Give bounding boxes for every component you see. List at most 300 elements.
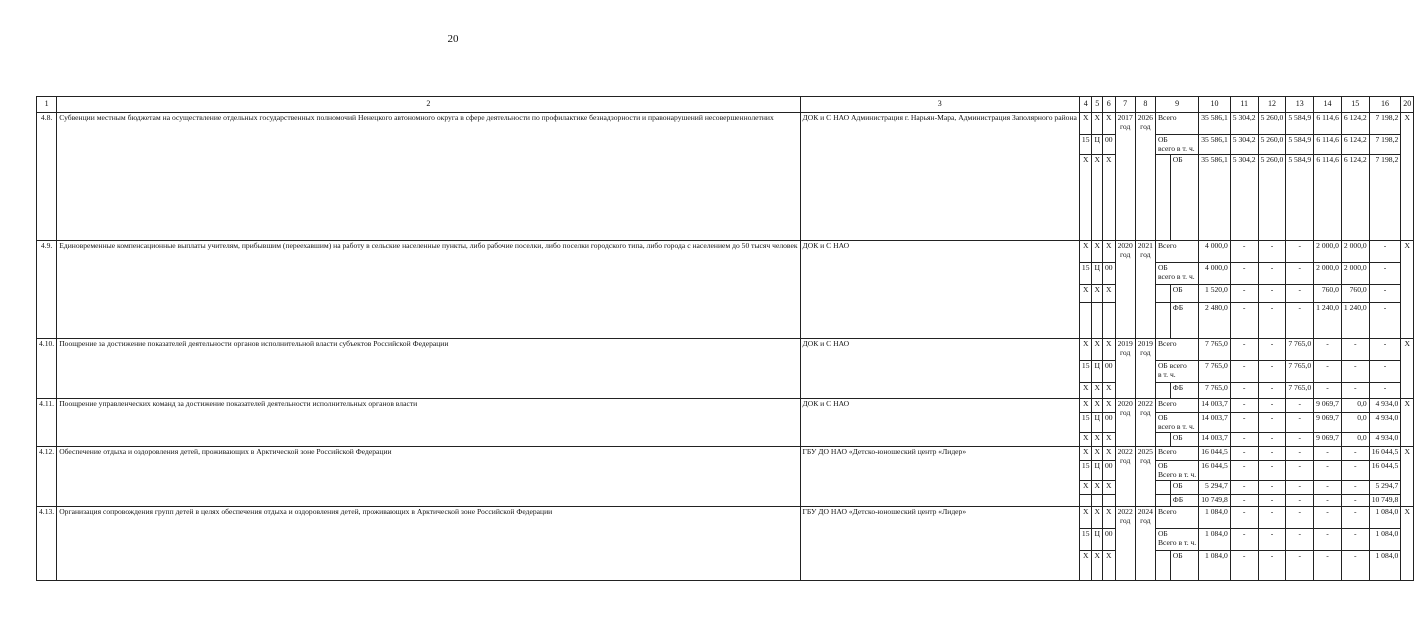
- amount-cell: 6 124,2: [1341, 135, 1369, 155]
- code-cell: X: [1092, 399, 1102, 413]
- code-cell: X: [1092, 241, 1102, 263]
- start-year: [1115, 241, 1135, 339]
- item-name: Поощрение за достижение показателей деятельности органов исполнительной власти субъектов Российской Федерации: [57, 339, 800, 399]
- amount-cell: -: [1286, 529, 1314, 551]
- funding-source-label: ОБ: [1157, 461, 1168, 470]
- amount-cell: -: [1286, 507, 1314, 529]
- code-cell: X: [1092, 113, 1102, 135]
- amount-cell: -: [1258, 495, 1286, 507]
- amount-cell: 14 003,7: [1199, 433, 1231, 447]
- funding-source: [1155, 461, 1198, 481]
- funding-source-label: ОБ: [1157, 529, 1168, 538]
- funding-source-note: в т. ч.: [1157, 369, 1176, 379]
- code-cell: [1079, 495, 1092, 507]
- amount-cell: 5 294,7: [1199, 481, 1231, 495]
- amount-cell: 5 260,0: [1258, 135, 1286, 155]
- code-cell: [1102, 495, 1115, 507]
- item-number: 4.8.: [37, 113, 57, 241]
- start-year-value: 2022: [1117, 447, 1133, 456]
- amount-cell: 0,0: [1341, 433, 1369, 447]
- amount-cell: -: [1258, 447, 1286, 461]
- amount-cell: -: [1341, 481, 1369, 495]
- item-number: 4.10.: [37, 339, 57, 399]
- result-mark: X: [1401, 399, 1414, 447]
- amount-cell: 0,0: [1341, 413, 1369, 433]
- amount-cell: -: [1369, 241, 1401, 263]
- end-year: [1135, 241, 1155, 339]
- code-cell: X: [1092, 433, 1102, 447]
- amount-cell: 5 304,2: [1230, 155, 1258, 241]
- code-cell: 15: [1079, 413, 1092, 433]
- amount-cell: 10 749,8: [1369, 495, 1401, 507]
- result-mark: X: [1401, 507, 1414, 581]
- funding-source-empty: [1155, 155, 1170, 241]
- amount-cell: -: [1286, 303, 1314, 339]
- amount-cell: -: [1258, 383, 1286, 399]
- amount-cell: -: [1230, 263, 1258, 285]
- amount-cell: -: [1286, 399, 1314, 413]
- funding-source-sub: ОБ: [1170, 155, 1198, 241]
- amount-cell: -: [1286, 433, 1314, 447]
- start-year-unit: год: [1119, 407, 1131, 417]
- amount-cell: -: [1230, 399, 1258, 413]
- amount-cell: -: [1258, 413, 1286, 433]
- amount-cell: 7 765,0: [1199, 383, 1231, 399]
- code-cell: X: [1079, 481, 1092, 495]
- end-year: [1135, 507, 1155, 581]
- amount-cell: -: [1314, 551, 1342, 581]
- page-number: 20: [447, 33, 459, 45]
- item-name: Единовременные компенсационные выплаты учителям, прибывшим (переехавшим) на работу в сельские населенные пункты, либо рабочие поселки, либо поселки городского типа, либо города с населением до 50 тысяч человек: [57, 241, 800, 339]
- code-cell: Ц: [1092, 461, 1102, 481]
- amount-cell: -: [1230, 495, 1258, 507]
- start-year-unit: год: [1119, 455, 1131, 465]
- amount-cell: -: [1230, 433, 1258, 447]
- start-year-value: 2020: [1117, 241, 1133, 250]
- amount-cell: -: [1286, 447, 1314, 461]
- amount-cell: 2 480,0: [1199, 303, 1231, 339]
- amount-cell: 10 749,8: [1199, 495, 1231, 507]
- funding-source-sub: ОБ: [1170, 551, 1198, 581]
- amount-cell: -: [1314, 447, 1342, 461]
- amount-cell: -: [1341, 339, 1369, 361]
- end-year-unit: год: [1140, 455, 1151, 465]
- code-cell: 00: [1102, 413, 1115, 433]
- amount-cell: -: [1230, 339, 1258, 361]
- executor: ДОК и С НАО Администрация г. Нарьян-Мара, Администрация Заполярного района: [800, 113, 1079, 241]
- column-number: 12: [1258, 97, 1286, 113]
- funding-source: [1155, 135, 1198, 155]
- amount-cell: -: [1341, 383, 1369, 399]
- funding-source-empty: [1155, 433, 1170, 447]
- funding-source: [1155, 413, 1198, 433]
- amount-cell: -: [1258, 507, 1286, 529]
- funding-source-note: всего в т. ч.: [1157, 421, 1195, 431]
- amount-cell: 16 044,5: [1369, 447, 1401, 461]
- amount-cell: 1 084,0: [1369, 507, 1401, 529]
- code-cell: X: [1092, 507, 1102, 529]
- executor: ГБУ ДО НАО «Детско-юношеский центр «Лидер»: [800, 507, 1079, 581]
- funding-source: [1155, 361, 1198, 383]
- result-mark: X: [1401, 339, 1414, 399]
- start-year: [1115, 113, 1135, 241]
- funding-source: Всего: [1155, 399, 1198, 413]
- amount-cell: 14 003,7: [1199, 413, 1231, 433]
- code-cell: X: [1092, 481, 1102, 495]
- funding-source-sub: ОБ: [1170, 481, 1198, 495]
- funding-source: Всего: [1155, 339, 1198, 361]
- code-cell: 15: [1079, 135, 1092, 155]
- code-cell: 15: [1079, 529, 1092, 551]
- amount-cell: -: [1369, 263, 1401, 285]
- amount-cell: 5 260,0: [1258, 113, 1286, 135]
- amount-cell: 4 000,0: [1199, 263, 1231, 285]
- amount-cell: -: [1258, 461, 1286, 481]
- executor: ДОК и С НАО: [800, 399, 1079, 447]
- result-mark: X: [1401, 241, 1414, 339]
- end-year-unit: год: [1140, 515, 1151, 525]
- amount-cell: -: [1286, 413, 1314, 433]
- amount-cell: -: [1258, 285, 1286, 303]
- funding-source-note: всего в т. ч.: [1157, 271, 1195, 281]
- amount-cell: -: [1230, 285, 1258, 303]
- amount-cell: -: [1258, 263, 1286, 285]
- code-cell: X: [1079, 285, 1092, 303]
- funding-source: Всего: [1155, 113, 1198, 135]
- code-cell: 15: [1079, 263, 1092, 285]
- code-cell: X: [1079, 433, 1092, 447]
- item-name: Поощрение управленческих команд за достижение показателей деятельности исполнительных органов власти: [57, 399, 800, 447]
- amount-cell: -: [1230, 361, 1258, 383]
- amount-cell: 4 000,0: [1199, 241, 1231, 263]
- amount-cell: 1 084,0: [1369, 529, 1401, 551]
- amount-cell: 5 294,7: [1369, 481, 1401, 495]
- end-year-unit: год: [1140, 407, 1151, 417]
- code-cell: 15: [1079, 461, 1092, 481]
- item-name: Субвенции местным бюджетам на осуществление отдельных государственных полномочий Ненецкого автономного округа в сфере деятельности по профилактике безнадзорности и правонарушений несовершеннолетних: [57, 113, 800, 241]
- column-number: 1: [37, 97, 57, 113]
- amount-cell: -: [1230, 461, 1258, 481]
- funding-source-empty: [1155, 551, 1170, 581]
- amount-cell: 16 044,5: [1199, 447, 1231, 461]
- code-cell: X: [1092, 285, 1102, 303]
- end-year-value: 2019: [1137, 339, 1153, 348]
- amount-cell: 9 069,7: [1314, 433, 1342, 447]
- amount-cell: 7 198,2: [1369, 135, 1401, 155]
- end-year-value: 2026: [1137, 113, 1153, 122]
- start-year: [1115, 339, 1135, 399]
- end-year-value: 2022: [1137, 399, 1153, 408]
- column-number: 9: [1155, 97, 1198, 113]
- amount-cell: 1 084,0: [1199, 507, 1231, 529]
- amount-cell: -: [1286, 263, 1314, 285]
- funding-source-sub: ОБ: [1170, 285, 1198, 303]
- funding-source-empty: [1155, 481, 1170, 495]
- column-number: 13: [1286, 97, 1314, 113]
- amount-cell: 35 586,1: [1199, 135, 1231, 155]
- item-name: Обеспечение отдыха и оздоровления детей, проживающих в Арктической зоне Российской Федерации: [57, 447, 800, 507]
- start-year-unit: год: [1119, 347, 1131, 357]
- code-cell: X: [1102, 339, 1115, 361]
- funding-source-note: Всего в т. ч.: [1157, 469, 1197, 479]
- amount-cell: 7 765,0: [1286, 383, 1314, 399]
- column-number: 11: [1230, 97, 1258, 113]
- funding-source: Всего: [1155, 447, 1198, 461]
- column-number: 10: [1199, 97, 1231, 113]
- code-cell: Ц: [1092, 529, 1102, 551]
- amount-cell: -: [1369, 339, 1401, 361]
- amount-cell: 5 304,2: [1230, 135, 1258, 155]
- item-number: 4.12.: [37, 447, 57, 507]
- amount-cell: 5 584,9: [1286, 155, 1314, 241]
- end-year-value: 2021: [1137, 241, 1153, 250]
- column-number: 20: [1401, 97, 1414, 113]
- code-cell: X: [1079, 339, 1092, 361]
- table-row: [37, 399, 1414, 413]
- code-cell: [1079, 303, 1092, 339]
- code-cell: X: [1092, 339, 1102, 361]
- amount-cell: -: [1341, 461, 1369, 481]
- code-cell: X: [1092, 551, 1102, 581]
- amount-cell: -: [1258, 241, 1286, 263]
- amount-cell: -: [1258, 361, 1286, 383]
- code-cell: X: [1102, 551, 1115, 581]
- amount-cell: -: [1286, 551, 1314, 581]
- code-cell: X: [1102, 399, 1115, 413]
- amount-cell: 35 586,1: [1199, 113, 1231, 135]
- amount-cell: -: [1369, 285, 1401, 303]
- funding-source: Всего: [1155, 507, 1198, 529]
- code-cell: Ц: [1092, 135, 1102, 155]
- amount-cell: 7 765,0: [1199, 361, 1231, 383]
- end-year: [1135, 399, 1155, 447]
- amount-cell: -: [1258, 551, 1286, 581]
- amount-cell: 1 520,0: [1199, 285, 1231, 303]
- amount-cell: -: [1314, 507, 1342, 529]
- funding-source-label: ОБ: [1157, 263, 1168, 272]
- code-cell: X: [1092, 155, 1102, 241]
- amount-cell: 4 934,0: [1369, 413, 1401, 433]
- code-cell: X: [1102, 481, 1115, 495]
- amount-cell: -: [1230, 551, 1258, 581]
- code-cell: X: [1079, 155, 1092, 241]
- amount-cell: 2 000,0: [1314, 241, 1342, 263]
- amount-cell: -: [1258, 433, 1286, 447]
- column-number: 8: [1135, 97, 1155, 113]
- item-number: 4.11.: [37, 399, 57, 447]
- item-number: 4.13.: [37, 507, 57, 581]
- code-cell: X: [1092, 383, 1102, 399]
- amount-cell: 6 114,6: [1314, 135, 1342, 155]
- end-year-value: 2025: [1137, 447, 1153, 456]
- code-cell: 00: [1102, 263, 1115, 285]
- amount-cell: -: [1230, 447, 1258, 461]
- amount-cell: 9 069,7: [1314, 413, 1342, 433]
- amount-cell: -: [1230, 383, 1258, 399]
- table-row: [37, 113, 1414, 135]
- end-year-unit: год: [1140, 347, 1151, 357]
- code-cell: X: [1079, 399, 1092, 413]
- code-cell: 00: [1102, 135, 1115, 155]
- amount-cell: 7 198,2: [1369, 155, 1401, 241]
- funding-source-empty: [1155, 285, 1170, 303]
- code-cell: X: [1102, 241, 1115, 263]
- end-year: [1135, 339, 1155, 399]
- amount-cell: 7 198,2: [1369, 113, 1401, 135]
- item-number: 4.9.: [37, 241, 57, 339]
- executor: ДОК и С НАО: [800, 241, 1079, 339]
- code-cell: 00: [1102, 361, 1115, 383]
- funding-source: [1155, 263, 1198, 285]
- amount-cell: 6 114,6: [1314, 113, 1342, 135]
- amount-cell: 1 084,0: [1199, 551, 1231, 581]
- column-number: 4: [1079, 97, 1092, 113]
- code-cell: X: [1102, 155, 1115, 241]
- executor: ГБУ ДО НАО «Детско-юношеский центр «Лидер»: [800, 447, 1079, 507]
- amount-cell: 6 124,2: [1341, 113, 1369, 135]
- code-cell: X: [1102, 447, 1115, 461]
- amount-cell: -: [1258, 339, 1286, 361]
- item-name: Организация сопровождения групп детей в целях обеспечения отдыха и оздоровления детей, проживающих в Арктической зоне Российской Федерации: [57, 507, 800, 581]
- funding-source-label: ОБ: [1157, 135, 1168, 144]
- amount-cell: -: [1258, 529, 1286, 551]
- code-cell: X: [1079, 551, 1092, 581]
- code-cell: Ц: [1092, 263, 1102, 285]
- result-mark: X: [1401, 113, 1414, 241]
- amount-cell: -: [1286, 285, 1314, 303]
- amount-cell: 5 584,9: [1286, 113, 1314, 135]
- code-cell: X: [1102, 433, 1115, 447]
- funding-source-label: ОБ: [1157, 413, 1168, 422]
- amount-cell: 7 765,0: [1286, 339, 1314, 361]
- amount-cell: -: [1341, 507, 1369, 529]
- start-year-value: 2022: [1117, 507, 1133, 516]
- column-number: 5: [1092, 97, 1102, 113]
- amount-cell: -: [1258, 399, 1286, 413]
- amount-cell: -: [1314, 339, 1342, 361]
- amount-cell: 760,0: [1341, 285, 1369, 303]
- amount-cell: -: [1341, 529, 1369, 551]
- amount-cell: 4 934,0: [1369, 433, 1401, 447]
- start-year-unit: год: [1119, 121, 1131, 131]
- column-number: 6: [1102, 97, 1115, 113]
- amount-cell: -: [1258, 303, 1286, 339]
- column-number: 15: [1341, 97, 1369, 113]
- start-year: [1115, 507, 1135, 581]
- amount-cell: 1 084,0: [1369, 551, 1401, 581]
- funding-source-empty: [1155, 383, 1170, 399]
- start-year: [1115, 399, 1135, 447]
- start-year-unit: год: [1119, 515, 1131, 525]
- column-number: 7: [1115, 97, 1135, 113]
- start-year: [1115, 447, 1135, 507]
- amount-cell: -: [1286, 461, 1314, 481]
- amount-cell: -: [1314, 495, 1342, 507]
- amount-cell: 16 044,5: [1369, 461, 1401, 481]
- start-year-value: 2019: [1117, 339, 1133, 348]
- start-year-value: 2020: [1117, 399, 1133, 408]
- amount-cell: 1 240,0: [1341, 303, 1369, 339]
- amount-cell: 2 000,0: [1314, 263, 1342, 285]
- amount-cell: 6 114,6: [1314, 155, 1342, 241]
- end-year-unit: год: [1140, 121, 1151, 131]
- amount-cell: -: [1314, 461, 1342, 481]
- amount-cell: -: [1230, 413, 1258, 433]
- start-year-unit: год: [1119, 249, 1131, 259]
- amount-cell: 16 044,5: [1199, 461, 1231, 481]
- start-year-value: 2017: [1117, 113, 1133, 122]
- amount-cell: 7 765,0: [1199, 339, 1231, 361]
- amount-cell: -: [1369, 383, 1401, 399]
- amount-cell: -: [1230, 507, 1258, 529]
- amount-cell: 35 586,1: [1199, 155, 1231, 241]
- amount-cell: -: [1230, 303, 1258, 339]
- table-row: [37, 339, 1414, 361]
- code-cell: X: [1102, 383, 1115, 399]
- column-number: 2: [57, 97, 800, 113]
- result-mark: X: [1401, 447, 1414, 507]
- code-cell: Ц: [1092, 413, 1102, 433]
- amount-cell: -: [1314, 529, 1342, 551]
- amount-cell: -: [1341, 495, 1369, 507]
- code-cell: Ц: [1092, 361, 1102, 383]
- amount-cell: 6 124,2: [1341, 155, 1369, 241]
- amount-cell: -: [1230, 529, 1258, 551]
- end-year: [1135, 113, 1155, 241]
- amount-cell: -: [1286, 495, 1314, 507]
- code-cell: [1092, 495, 1102, 507]
- amount-cell: -: [1341, 361, 1369, 383]
- amount-cell: 5 584,9: [1286, 135, 1314, 155]
- table-row: [37, 507, 1414, 529]
- funding-source-sub: ФБ: [1170, 303, 1198, 339]
- end-year-unit: год: [1140, 249, 1151, 259]
- funding-source-label: ОБ всего: [1157, 361, 1187, 370]
- table-row: [37, 241, 1414, 263]
- amount-cell: 1 084,0: [1199, 529, 1231, 551]
- amount-cell: -: [1230, 241, 1258, 263]
- amount-cell: 5 260,0: [1258, 155, 1286, 241]
- code-cell: [1092, 303, 1102, 339]
- funding-source-empty: [1155, 303, 1170, 339]
- amount-cell: 9 069,7: [1314, 399, 1342, 413]
- funding-source-note: Всего в т. ч.: [1157, 537, 1197, 547]
- program-table: [36, 96, 1414, 581]
- code-cell: X: [1079, 447, 1092, 461]
- funding-source: [1155, 529, 1198, 551]
- amount-cell: 0,0: [1341, 399, 1369, 413]
- amount-cell: -: [1314, 481, 1342, 495]
- code-cell: 15: [1079, 361, 1092, 383]
- amount-cell: -: [1314, 361, 1342, 383]
- code-cell: X: [1102, 285, 1115, 303]
- amount-cell: -: [1314, 383, 1342, 399]
- column-number: 16: [1369, 97, 1401, 113]
- code-cell: X: [1079, 241, 1092, 263]
- table-row: [37, 447, 1414, 461]
- funding-source-sub: ФБ: [1170, 383, 1198, 399]
- amount-cell: -: [1286, 481, 1314, 495]
- column-number: 3: [800, 97, 1079, 113]
- amount-cell: 14 003,7: [1199, 399, 1231, 413]
- amount-cell: 2 000,0: [1341, 263, 1369, 285]
- funding-source-note: всего в т. ч.: [1157, 143, 1195, 153]
- amount-cell: 7 765,0: [1286, 361, 1314, 383]
- amount-cell: -: [1369, 303, 1401, 339]
- amount-cell: -: [1369, 361, 1401, 383]
- amount-cell: 1 240,0: [1314, 303, 1342, 339]
- amount-cell: -: [1258, 481, 1286, 495]
